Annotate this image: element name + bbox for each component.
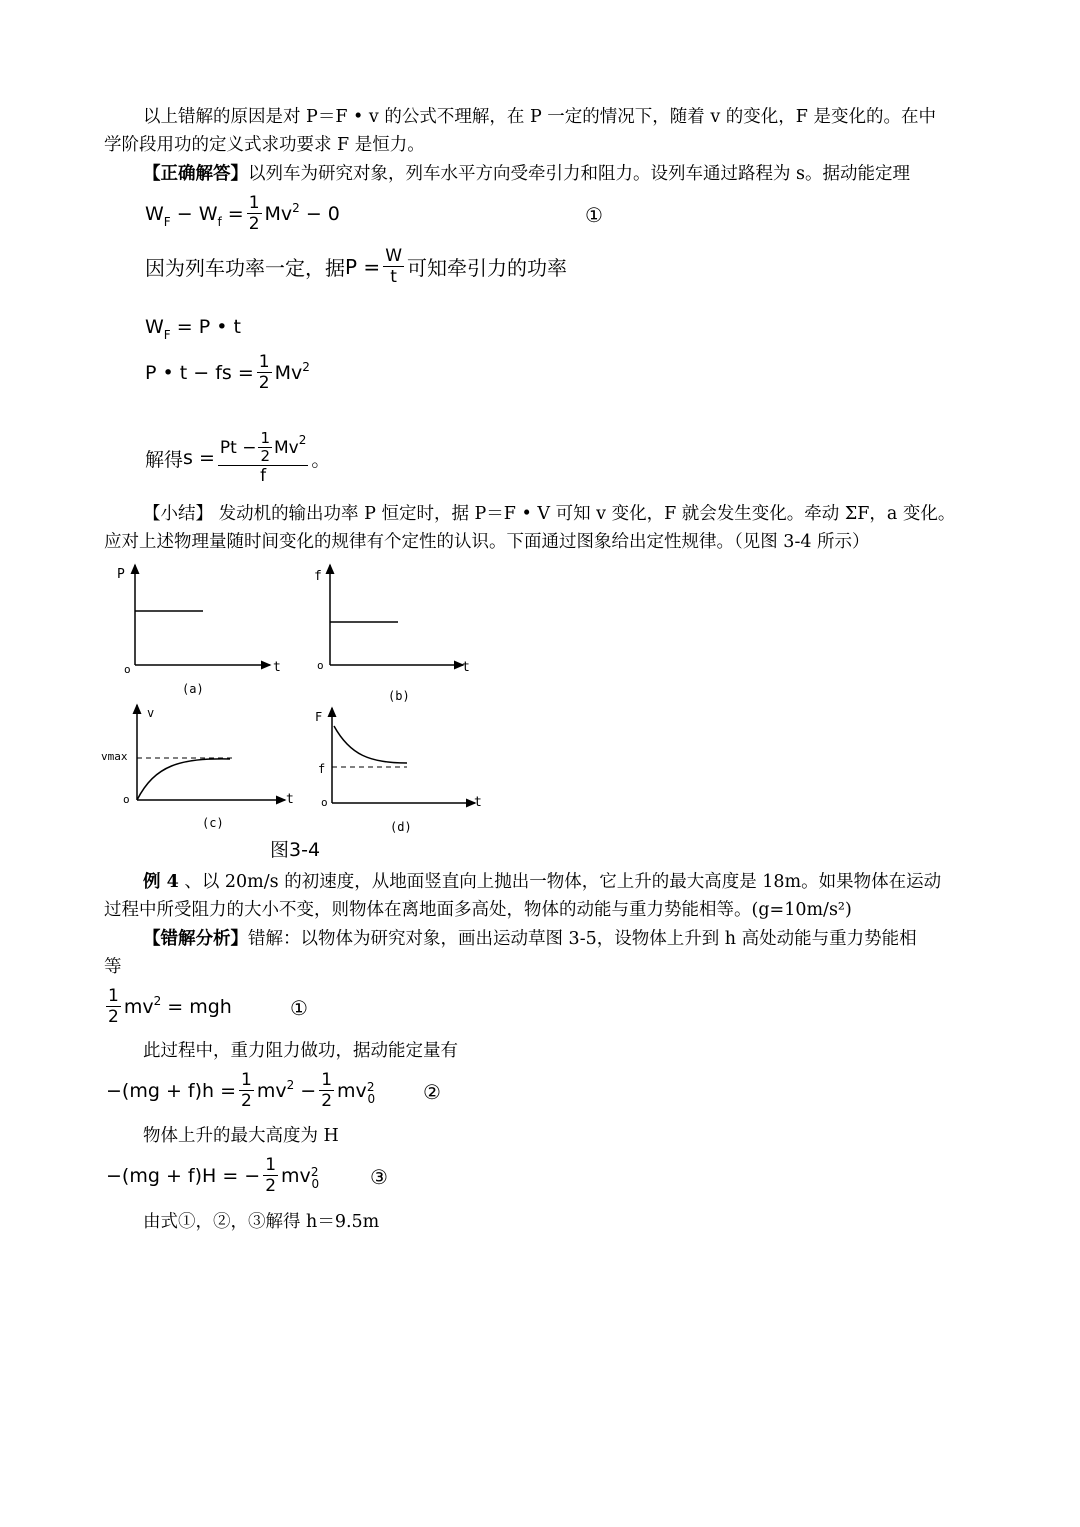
equation-energy-equal: $\frac{1}{2}$ $mv^2$ = mgh: [108, 986, 232, 1027]
graph-a-caption: (a): [182, 682, 204, 696]
graph-a-y-label: P: [117, 567, 125, 582]
equation-power-definition: 因为列车功率一定，据 P = $\frac{W}{t}$ 可知牵引力的功率: [145, 246, 567, 287]
equation-work-energy: $W_F - W_f$ = $\frac{1}{2}$ $Mv^2 - 0$: [145, 193, 340, 234]
equation-marker-2: ①: [290, 996, 308, 1020]
correct-answer-text: 以列车为研究对象，列车水平方向受牵引力和阻力。设列车通过路程为 s。据动能定理: [248, 164, 911, 184]
graph-b-friction-time: [314, 565, 470, 703]
equation-process-energy: −(mg + f)h = $\frac{1}{2}$ $mv^2$ − $\frac{1}{2}$ $mv^2_0$: [106, 1070, 376, 1111]
graph-d-f-label: f: [318, 762, 326, 776]
paragraph-process: 此过程中，重力阻力做功，据动能定量有: [143, 1041, 458, 1061]
graph-d-x-label: t: [474, 795, 482, 810]
graph-b-y-label: f: [314, 569, 322, 584]
example-4-text: 、以 20m/s 的初速度，从地面竖直向上抛出一物体，它上升的最大高度是 18m。如果物体在运动: [178, 872, 942, 892]
equation-marker-3: ②: [423, 1080, 441, 1104]
summary-text: 发动机的输出功率 P 恒定时，据 P＝F • V 可知 v 变化，F 就会发生变化。牵动 ΣF，a 变化。: [213, 504, 956, 524]
graph-a-power-time: [117, 565, 281, 696]
paragraph-error-reason: 以上错解的原因是对 P＝F • v 的公式不理解，在 P 一定的情况下，随着 v 的变化，F 是变化的。在中: [143, 107, 936, 127]
figure-3-4: [95, 560, 495, 870]
paragraph-result: 由式①，②，③解得 h＝9.5m: [143, 1212, 380, 1232]
equation-solution-s: 解得 s = Pt − $\frac{1}{2}$ Mv 2 f 。: [145, 429, 331, 486]
error-analysis-heading: 【错解分析】: [143, 929, 248, 949]
paragraph-error-analysis: [143, 925, 917, 953]
graph-d-y-label: F: [315, 710, 323, 724]
graph-a-x-label: t: [273, 660, 281, 675]
paragraph-max-height: 物体上升的最大高度为 H: [143, 1126, 339, 1146]
graph-a-origin: o: [124, 663, 131, 676]
error-analysis-text: 错解：以物体为研究对象，画出运动草图 3-5，设物体上升到 h 高处动能与重力势能相: [248, 929, 917, 949]
equation-power-text-2: 可知牵引力的功率: [407, 256, 567, 280]
graph-b-origin: o: [317, 659, 324, 672]
paragraph-error-reason-cont: 学阶段用功的定义式求功要求 F 是恒力。: [104, 135, 425, 155]
paragraph-example-4-cont: 过程中所受阻力的大小不变，则物体在离地面多高处，物体的动能与重力势能相等。(g=10m/s²): [104, 900, 852, 920]
correct-answer-heading: 【正确解答】: [143, 164, 248, 184]
paragraph-correct-answer: [143, 160, 910, 188]
paragraph-example-4: [143, 868, 941, 896]
graph-c-caption: (c): [202, 816, 224, 830]
equation-marker-1: ①: [585, 203, 603, 227]
figure-caption: 图3-4: [270, 839, 321, 861]
graph-d-caption: (d): [390, 820, 412, 834]
equation-max-height: −(mg + f)H = − $\frac{1}{2}$ $mv^2_0$: [106, 1155, 320, 1196]
graph-c-vmax-label: vmax: [101, 750, 128, 763]
graph-c-velocity-time: [101, 705, 294, 830]
example-4-heading: 例 4: [143, 872, 179, 892]
solution-label: 解得: [145, 448, 184, 471]
graph-c-x-label: t: [286, 792, 294, 807]
graph-d-origin: o: [321, 796, 328, 809]
paragraph-summary: [143, 500, 955, 528]
graph-c-origin: o: [123, 793, 130, 806]
equation-work-by-force: $W_F = P$ • t: [145, 316, 241, 342]
equation-energy-balance: P • t − fs = $\frac{1}{2}$ Mv$^2$: [145, 352, 310, 393]
summary-heading: 【小结】: [143, 504, 213, 524]
equation-marker-4: ③: [370, 1165, 388, 1189]
equation-power-text-1: 因为列车功率一定，据: [145, 256, 345, 280]
paragraph-error-analysis-cont: 等: [104, 957, 122, 977]
graph-c-y-label: v: [147, 706, 155, 720]
graph-b-caption: (b): [388, 689, 410, 703]
paragraph-summary-cont: 应对上述物理量随时间变化的规律有个定性的认识。下面通过图象给出定性规律。（见图 3-4 所示）: [104, 532, 870, 552]
graph-d-force-time: [315, 708, 482, 834]
graph-b-x-label: t: [462, 660, 470, 675]
